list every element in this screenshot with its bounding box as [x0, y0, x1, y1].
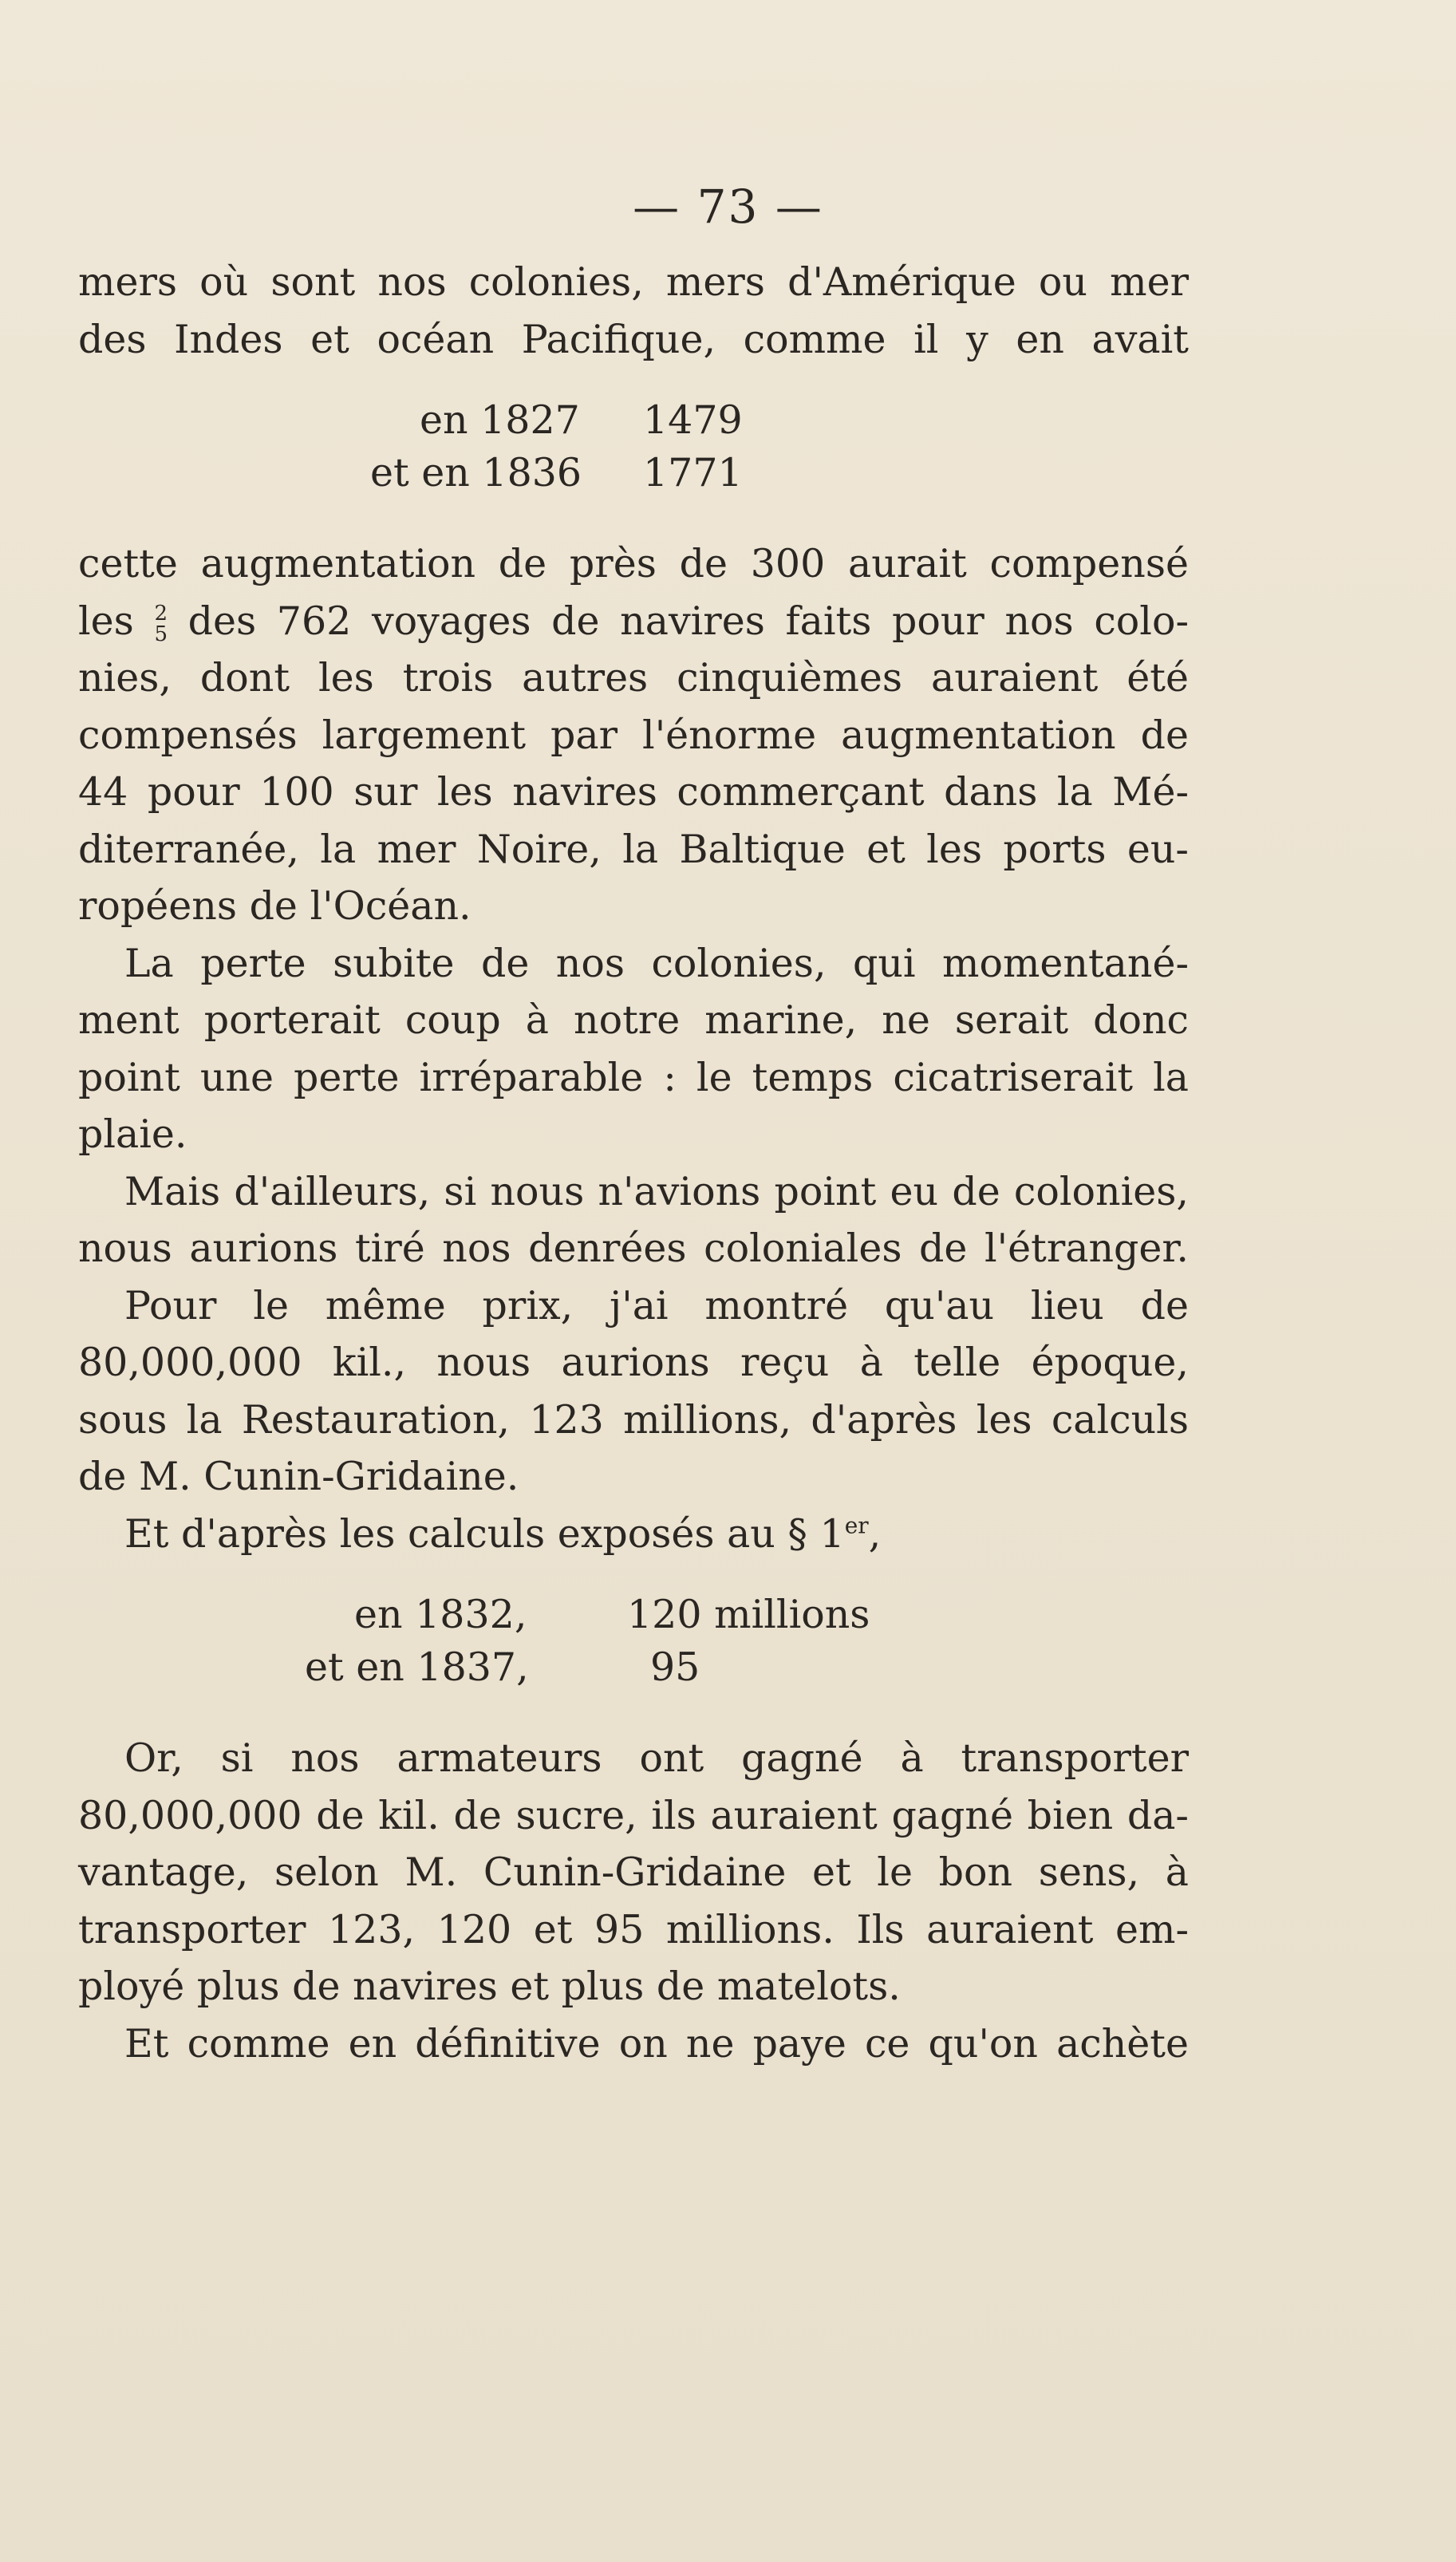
fraction-denominator: 5 [154, 622, 168, 646]
fraction-numerator: 2 [154, 602, 168, 626]
text-line: nies, dont les trois autres cinquièmes auraient été [78, 655, 1189, 701]
text-line: point une perte irréparable : le temps cicatriserait la [78, 1054, 1189, 1100]
superscript: er [844, 1512, 869, 1539]
text-fragment: des 762 voyages de navires faits pour nos colo- [187, 598, 1190, 644]
text-line: mers où sont nos colonies, mers d'Amérique ou mer [78, 259, 1189, 305]
text-line: cette augmentation de près de 300 aurait compensé [78, 541, 1189, 586]
text-line [78, 593, 1189, 650]
text-line: sous la Restauration, 123 millions, d'après les calculs [78, 1396, 1189, 1443]
text-fragment: les [78, 598, 134, 644]
text-line: nous aurions tiré nos denrées coloniales de l'étranger. [78, 1226, 1189, 1271]
table-row [78, 1586, 1189, 1639]
text-line: 80,000,000 kil., nous aurions reçu à telle époque, [78, 1340, 1189, 1385]
text-line: vantage, selon M. Cunin-Gridaine et le bon sens, à [78, 1849, 1189, 1895]
table-label: et en 1836 [370, 450, 582, 495]
table-value: 95 [650, 1644, 700, 1690]
text-line: transporter 123, 120 et 95 millions. Ils auraient em- [78, 1906, 1189, 1952]
table-value: 120 millions [627, 1592, 870, 1637]
section-number: 1 [819, 1510, 845, 1557]
text-line: ployé plus de navires et plus de matelots. [78, 1964, 901, 2009]
text-fragment: , [868, 1510, 882, 1557]
text-line: Pour le même prix, j'ai montré qu'au lieu de [124, 1282, 1189, 1328]
text-line: 44 pour 100 sur les navires commerçant dans la Mé- [78, 769, 1189, 815]
text-line: compensés largement par l'énorme augmentation de [78, 712, 1189, 758]
table-row [78, 392, 1189, 444]
text-line: La perte subite de nos colonies, qui momentané- [124, 940, 1189, 986]
table-label: en 1832, [354, 1592, 527, 1637]
page-number: — 73 — [633, 180, 823, 234]
body-text [78, 254, 1189, 2072]
text-line: 80,000,000 de kil. de sucre, ils auraient gagné bien da- [78, 1792, 1189, 1838]
table-row [78, 1639, 1189, 1692]
table-value: 1479 [643, 397, 743, 443]
fraction [154, 603, 168, 645]
text-line: Mais d'ailleurs, si nous n'avions point eu de colonies, [124, 1168, 1189, 1214]
text-line: Or, si nos armateurs ont gagné à transporter [124, 1735, 1189, 1781]
table-value: 1771 [643, 450, 743, 495]
table-label: et en 1837, [305, 1644, 529, 1690]
text-line: plaie. [78, 1111, 187, 1157]
table-row [78, 444, 1189, 497]
text-fragment: Et d'après les calculs exposés au § [124, 1510, 807, 1557]
text-line: ment porterait coup à notre marine, ne serait donc [78, 997, 1189, 1043]
text-line: de M. Cunin-Gridaine. [78, 1454, 519, 1499]
text-line: diterranée, la mer Noire, la Baltique et les ports eu- [78, 826, 1189, 872]
text-line: ropéens de l'Océan. [78, 883, 472, 929]
text-line: Et comme en définitive on ne paye ce qu'on achète [124, 2020, 1189, 2067]
text-line [78, 1506, 1189, 1563]
table-label: en 1827 [420, 397, 580, 443]
text-line: des Indes et océan Pacifique, comme il y en avait [78, 316, 1189, 362]
